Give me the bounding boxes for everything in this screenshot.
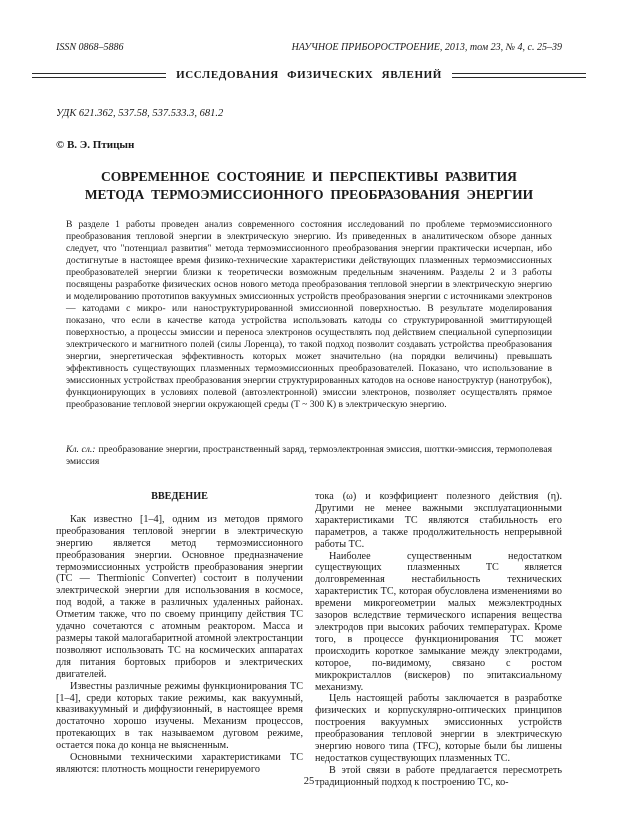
- article-title-line1: СОВРЕМЕННОЕ СОСТОЯНИЕ И ПЕРСПЕКТИВЫ РАЗВИТИЯ: [101, 169, 517, 184]
- running-head: [56, 42, 562, 54]
- keywords-label: Кл. сл.:: [66, 444, 96, 455]
- keywords-text: преобразование энергии, пространственный заряд, термоэлектронная эмиссия, шоттки-эмиссия, термополевая эмиссия: [66, 444, 553, 467]
- keywords-block: [66, 444, 552, 468]
- abstract-text: В разделе 1 работы проведен анализ современного состояния исследований по проблеме термоэмиссионного преобразования тепловой энергии в электрическую энергию. Из приведенных в аналитическом обзоре данных следует, что "потенциал развития" метода термоэмиссионного преобразования энергии практически исчерпан, ибо достигнутые в настоящее время физико-технические характеристики действующих плазменных термоэмиссионных преобразователей энергии близки к теоретически возможным предельным значениям. Разделы 2 и 3 работы посвящены разработке физических основ нового метода преобразования тепловой энергии в электрическую энергию и моделированию прототипов вакуумных эмиссионных устройств преобразования энергии с источниками электронов — катодами с микро- или наноструктурированной эмиссионной поверхностью. В результате моделирования показано, что если в качестве катода устройства использовать катоды со структурированной эмиттирующей поверхностью, а процессы эмиссии и переноса электронов осуществлять под действием специальной суперпозиции электрического и магнитного полей (силы Лоренца), то такой подход позволит создавать устройства преобразования энергии, энергетическая эффективность которых может значительно (на порядки величины) превышать эффективность существующих плазменных термоэмиссионных преобразователей. Показано, что использование в эмиссионных устройствах преобразования энергии структурированных катодов на основе наноструктур (нанотрубок), функционирующих в условиях полевой (автоэлектронной) эмиссии электронов, позволяет осуществлять прямое преобразование тепловой энергии окружающей среды (T ~ 300 К) в электрическую энергию.: [66, 219, 552, 410]
- body-paragraph: Наиболее существенным недостатком существующих плазменных ТС является долговременная нестабильность технических характеристик ТС, которая обусловлена изменениями во времени микрогеометрии малых межэлектродных зазоров вследствие термического испарения вещества электродов при высоких рабочих температурах. Кроме того, в процессе функционирования ТС может происходить короткое замыкание между электродами, которое, по-видимому, связано с ростом микрокристаллов (вискеров) по эпитаксиальному механизму.: [315, 550, 562, 693]
- body-columns: [56, 491, 562, 789]
- author-line: © В. Э. Птицын: [56, 139, 135, 151]
- left-column: [56, 491, 303, 789]
- article-title-line2: МЕТОДА ТЕРМОЭМИССИОННОГО ПРЕОБРАЗОВАНИЯ ЭНЕРГИИ: [84, 187, 534, 202]
- page-number: 25: [303, 776, 315, 787]
- body-paragraph: Известны различные режимы функционирования ТС [1–4], среди которых такие режимы, как вакуумный, квазивакуумный и диффузионный, в настоящее время достаточно хорошо изучены. Механизм процессов, протекающих в так называемом дуговом режиме, остается пока до конца не выясненным.: [56, 680, 303, 752]
- article-title: [56, 168, 562, 204]
- right-column: [315, 491, 562, 789]
- banner-rule-right: [452, 73, 586, 78]
- body-paragraph: Цель настоящей работы заключается в разработке физических и корпускулярно-оптических принципов построения вакуумных эмиссионных устройств преобразования тепловой энергии в электрическую энергию нового типа (TFC), которые были бы лишены недостатков существующих плазменных ТС.: [315, 693, 562, 764]
- body-paragraph: Как известно [1–4], одним из методов прямого преобразования тепловой энергии в электрическую энергию является метод термоэмиссионного преобразования энергии. Основное предназначение термоэмиссионных устройств преобразования энергии (ТС — Thermionic Converter) состоит в получении электрической энергии для использования в космосе, под водой, а также в различных удаленных районах. Отметим также, что по своему принципу действия ТС удачно сочетаются с атомным реактором. Масса и размеры такой малогабаритной атомной электростанции позволяют использовать ТС на космических аппаратах для питания бортовых приборов и электрических двигателей.: [56, 513, 303, 680]
- body-paragraph: Основными техническими характеристиками ТС являются: плотность мощности генерируемого: [56, 752, 303, 775]
- journal-citation: НАУЧНОЕ ПРИБОРОСТРОЕНИЕ, 2013, том 23, № 4, с. 25–39: [291, 42, 562, 53]
- banner-rule-left: [32, 73, 166, 78]
- section-banner-title: ИССЛЕДОВАНИЯ ФИЗИЧЕСКИХ ЯВЛЕНИЙ: [176, 69, 442, 81]
- body-paragraph: В этой связи в работе предлагается пересмотреть традиционный подход к построению ТС, ко-: [315, 764, 562, 788]
- section-banner: [32, 69, 586, 81]
- udk-line: УДК 621.362, 537.58, 537.533.3, 681.2: [56, 108, 224, 119]
- body-paragraph: тока (ω) и коэффициент полезного действия (η). Другими не менее важными эксплуатационными характеристиками ТС являются стабильность его параметров, а также продолжительность непрерывной работы ТС.: [315, 491, 562, 550]
- issn-label: ISSN 0868–5886: [56, 42, 124, 53]
- intro-heading: ВВЕДЕНИЕ: [151, 491, 208, 502]
